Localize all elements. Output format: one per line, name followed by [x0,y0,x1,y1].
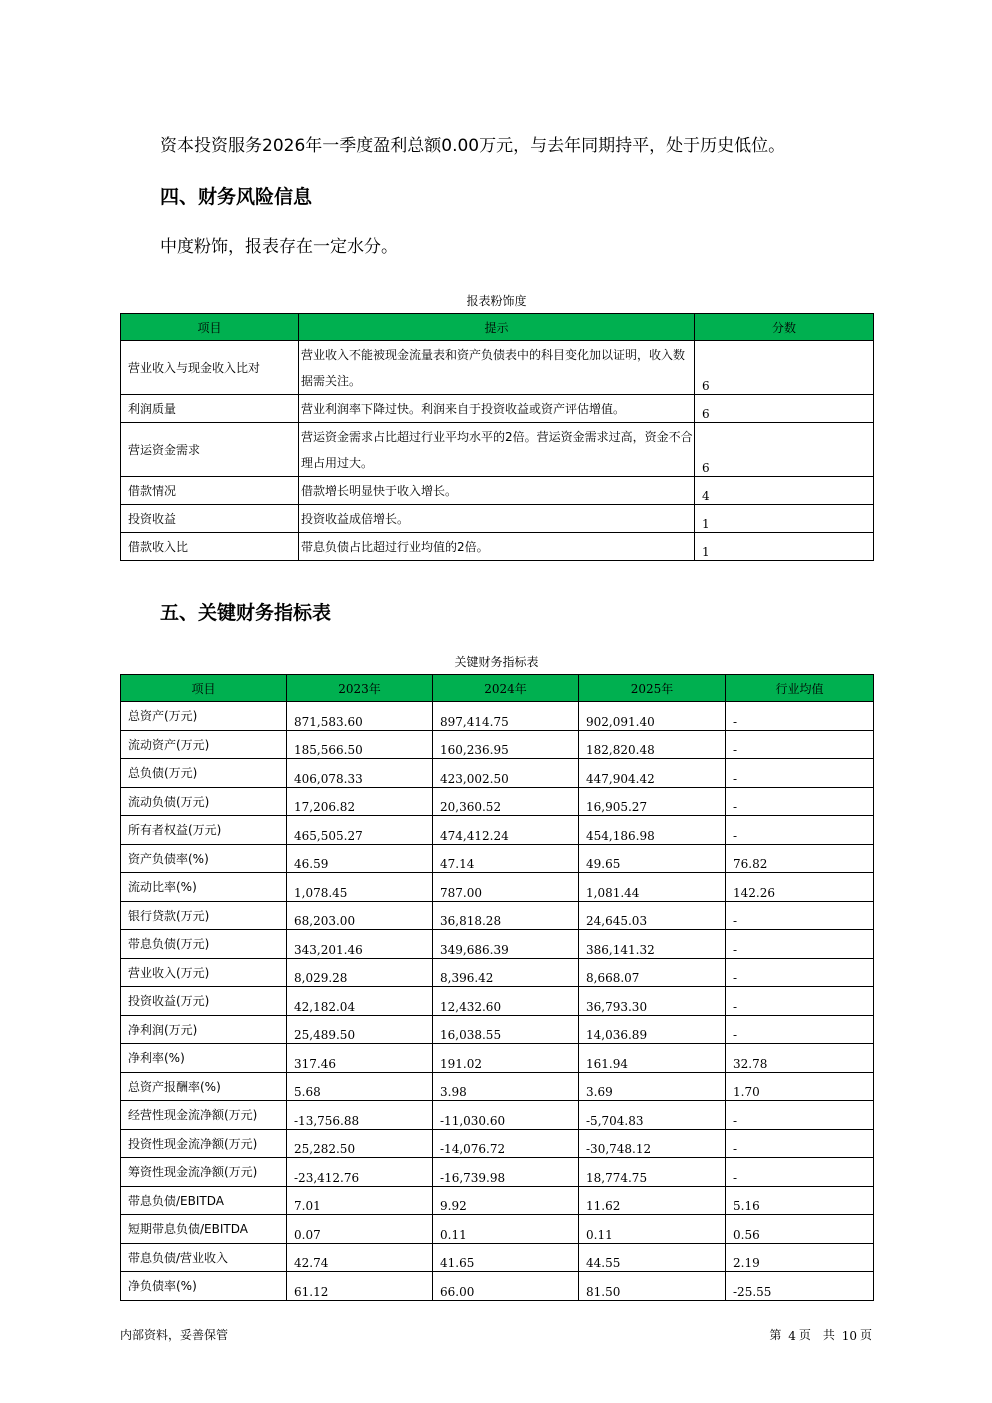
kpi-value: 343,201.46 [287,930,433,959]
kpi-value: 423,002.50 [433,759,579,788]
kpi-value: 66.00 [433,1272,579,1301]
kpi-value: 49.65 [579,844,726,873]
kpi-value: 36,793.30 [579,987,726,1016]
kpi-value: 68,203.00 [287,901,433,930]
risk-score: 1 [695,505,874,533]
risk-tip: 借款增长明显快于收入增长。 [299,477,695,505]
kpi-value: 8,668.07 [579,958,726,987]
kpi-label: 流动负债(万元) [121,787,287,816]
kpi-value: 47.14 [433,844,579,873]
col-header-2023: 2023年 [287,675,433,702]
risk-item: 营运资金需求 [121,423,299,477]
kpi-value: 2.19 [726,1243,874,1272]
kpi-value: 0.11 [433,1215,579,1244]
kpi-label: 带息负债(万元) [121,930,287,959]
kpi-value: 1,078.45 [287,873,433,902]
kpi-value: 386,141.32 [579,930,726,959]
table-row [121,816,874,845]
table-row [121,533,874,561]
col-header-tip: 提示 [299,314,695,341]
section4-heading: 四、财务风险信息 [160,186,313,208]
footer-confidential: 内部资料，妥善保管 [120,1328,229,1342]
kpi-value: - [726,901,874,930]
kpi-value: - [726,1101,874,1130]
table-row [121,1015,874,1044]
intro-paragraph: 资本投资服务2026年一季度盈利总额0.00万元，与去年同期持平，处于历史低位。 [160,136,786,156]
kpi-value: 3.69 [579,1072,726,1101]
page-mid: 页 共 [798,1328,835,1342]
kpi-value: 142.26 [726,873,874,902]
kpi-value: -16,739.98 [433,1158,579,1187]
kpi-value: 25,282.50 [287,1129,433,1158]
kpi-value: 349,686.39 [433,930,579,959]
col-header-item: 项目 [121,314,299,341]
table-row [121,1072,874,1101]
kpi-value: 191.02 [433,1044,579,1073]
table-row [121,958,874,987]
col-header-industry-avg: 行业均值 [726,675,874,702]
section4-summary: 中度粉饰，报表存在一定水分。 [160,237,398,257]
risk-item: 投资收益 [121,505,299,533]
table-row [121,395,874,423]
kpi-value: -14,076.72 [433,1129,579,1158]
kpi-value: 8,029.28 [287,958,433,987]
kpi-value: 474,412.24 [433,816,579,845]
risk-item: 利润质量 [121,395,299,423]
page-suffix: 页 [859,1328,872,1342]
kpi-label: 总资产报酬率(%) [121,1072,287,1101]
table-row [121,1158,874,1187]
kpi-value: 20,360.52 [433,787,579,816]
risk-table [120,313,874,561]
risk-score: 6 [695,423,874,477]
table-row [121,844,874,873]
table-row [121,505,874,533]
kpi-value: 44.55 [579,1243,726,1272]
table-row [121,1044,874,1073]
kpi-label: 资产负债率(%) [121,844,287,873]
kpi-label: 短期带息负债/EBITDA [121,1215,287,1244]
table-row [121,730,874,759]
col-header-2025: 2025年 [579,675,726,702]
kpi-value: 25,489.50 [287,1015,433,1044]
risk-score: 6 [695,395,874,423]
kpi-value: 787.00 [433,873,579,902]
kpi-value: 7.01 [287,1186,433,1215]
kpi-value: 317.46 [287,1044,433,1073]
risk-table-caption: 报表粉饰度 [466,294,527,308]
kpi-value: 36,818.28 [433,901,579,930]
risk-item: 借款收入比 [121,533,299,561]
kpi-label: 筹资性现金流净额(万元) [121,1158,287,1187]
kpi-value: 3.98 [433,1072,579,1101]
kpi-value: 16,038.55 [433,1015,579,1044]
kpi-label: 总负债(万元) [121,759,287,788]
kpi-value: 16,905.27 [579,787,726,816]
kpi-value: - [726,930,874,959]
table-row [121,1186,874,1215]
kpi-value: 5.68 [287,1072,433,1101]
kpi-value: 0.56 [726,1215,874,1244]
kpi-value: 46.59 [287,844,433,873]
kpi-value: 1,081.44 [579,873,726,902]
kpi-label: 净负债率(%) [121,1272,287,1301]
table-row [121,901,874,930]
kpi-label: 投资性现金流净额(万元) [121,1129,287,1158]
risk-item: 借款情况 [121,477,299,505]
kpi-value: 14,036.89 [579,1015,726,1044]
table-row [121,1129,874,1158]
kpi-value: -30,748.12 [579,1129,726,1158]
col-header-item: 项目 [121,675,287,702]
risk-item: 营业收入与现金收入比对 [121,341,299,395]
col-header-2024: 2024年 [433,675,579,702]
kpi-value: - [726,958,874,987]
risk-tip: 营业利润率下降过快。利润来自于投资收益或资产评估增值。 [299,395,695,423]
table-row [121,759,874,788]
kpi-value: - [726,1015,874,1044]
footer-page-number [769,1326,872,1343]
kpi-label: 所有者权益(万元) [121,816,287,845]
kpi-table-body [121,702,874,1301]
kpi-value: 24,645.03 [579,901,726,930]
kpi-value: 182,820.48 [579,730,726,759]
kpi-label: 经营性现金流净额(万元) [121,1101,287,1130]
kpi-label: 营业收入(万元) [121,958,287,987]
kpi-table-header [121,675,874,702]
risk-table-header [121,314,874,341]
kpi-value: -23,412.76 [287,1158,433,1187]
table-row [121,987,874,1016]
table-row [121,930,874,959]
risk-score: 1 [695,533,874,561]
page-current: 4 [788,1329,796,1343]
kpi-value: - [726,702,874,731]
kpi-value: 465,505.27 [287,816,433,845]
kpi-label: 带息负债/EBITDA [121,1186,287,1215]
risk-tip: 带息负债占比超过行业均值的2倍。 [299,533,695,561]
kpi-value: 5.16 [726,1186,874,1215]
section5-heading: 五、关键财务指标表 [160,602,332,624]
kpi-table-caption: 关键财务指标表 [454,655,539,669]
kpi-value: 161.94 [579,1044,726,1073]
risk-score: 4 [695,477,874,505]
kpi-value: - [726,730,874,759]
kpi-value: - [726,816,874,845]
kpi-value: 42.74 [287,1243,433,1272]
table-row [121,1243,874,1272]
kpi-value: 81.50 [579,1272,726,1301]
kpi-value: 32.78 [726,1044,874,1073]
kpi-value: 902,091.40 [579,702,726,731]
kpi-value: 8,396.42 [433,958,579,987]
kpi-value: 11.62 [579,1186,726,1215]
kpi-label: 流动比率(%) [121,873,287,902]
kpi-value: 41.65 [433,1243,579,1272]
kpi-value: - [726,787,874,816]
table-row [121,702,874,731]
kpi-value: 897,414.75 [433,702,579,731]
kpi-value: -25.55 [726,1272,874,1301]
kpi-value: 406,078.33 [287,759,433,788]
kpi-value: 18,774.75 [579,1158,726,1187]
table-row [121,477,874,505]
kpi-label: 净利润(万元) [121,1015,287,1044]
table-row [121,1272,874,1301]
kpi-label: 流动资产(万元) [121,730,287,759]
kpi-value: - [726,1129,874,1158]
table-row [121,1101,874,1130]
page-total: 10 [841,1329,857,1343]
kpi-value: 160,236.95 [433,730,579,759]
kpi-label: 投资收益(万元) [121,987,287,1016]
kpi-label: 带息负债/营业收入 [121,1243,287,1272]
risk-tip: 营业收入不能被现金流量表和资产负债表中的科目变化加以证明，收入数据需关注。 [299,341,695,395]
table-row [121,341,874,395]
kpi-table [120,674,874,1301]
kpi-value: - [726,987,874,1016]
kpi-value: 0.11 [579,1215,726,1244]
page-prefix: 第 [769,1328,782,1342]
kpi-value: 185,566.50 [287,730,433,759]
table-row [121,1215,874,1244]
kpi-label: 银行贷款(万元) [121,901,287,930]
kpi-value: 1.70 [726,1072,874,1101]
kpi-label: 总资产(万元) [121,702,287,731]
col-header-score: 分数 [695,314,874,341]
kpi-value: 871,583.60 [287,702,433,731]
kpi-value: 0.07 [287,1215,433,1244]
kpi-value: 454,186.98 [579,816,726,845]
table-row [121,873,874,902]
kpi-value: 17,206.82 [287,787,433,816]
kpi-value: - [726,759,874,788]
kpi-label: 净利率(%) [121,1044,287,1073]
kpi-value: 12,432.60 [433,987,579,1016]
kpi-value: 76.82 [726,844,874,873]
kpi-value: 61.12 [287,1272,433,1301]
kpi-value: - [726,1158,874,1187]
kpi-value: -11,030.60 [433,1101,579,1130]
kpi-value: -5,704.83 [579,1101,726,1130]
kpi-value: 9.92 [433,1186,579,1215]
kpi-value: 42,182.04 [287,987,433,1016]
risk-tip: 营运资金需求占比超过行业平均水平的2倍。营运资金需求过高，资金不合理占用过大。 [299,423,695,477]
kpi-value: 447,904.42 [579,759,726,788]
risk-score: 6 [695,341,874,395]
table-row [121,787,874,816]
risk-tip: 投资收益成倍增长。 [299,505,695,533]
kpi-value: -13,756.88 [287,1101,433,1130]
table-row [121,423,874,477]
